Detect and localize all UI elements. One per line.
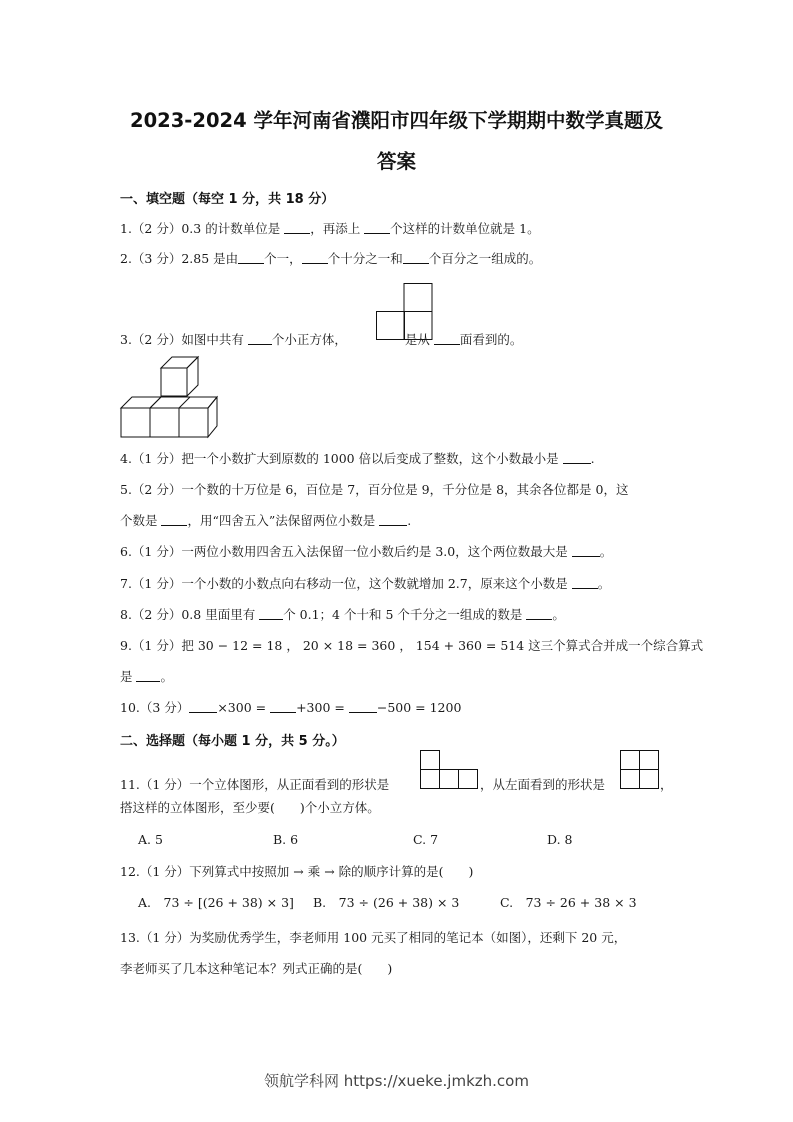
q3-cube-figure <box>120 356 220 440</box>
question-9-line-1: 9.（1 分）把 30 − 12 = 18 ， 20 × 18 = 360 ， 154 + 360 = 514 这三个算式合并成一个综合算式 <box>120 638 704 653</box>
answer-blank <box>526 607 552 620</box>
question-13-line-1: 13.（1 分）为奖励优秀学生，李老师用 100 元买了相同的笔记本（如图），还剩下 20 元， <box>120 930 627 945</box>
answer-blank <box>136 669 160 682</box>
q12-option-a: A. 73 ÷ [(26 + 38) × 3] <box>138 895 294 910</box>
answer-blank <box>379 513 407 526</box>
answer-blank <box>563 451 591 464</box>
title-line-2: 答案 <box>376 150 416 173</box>
answer-blank <box>572 576 598 589</box>
answer-blank <box>161 513 187 526</box>
question-3: 3.（2 分）如图中共有 个小正方体， 是从 面看到的。 <box>120 332 523 347</box>
question-11-line-1: 11.（1 分）一个立体图形，从正面看到的形状是 <box>120 777 390 792</box>
answer-blank <box>270 700 296 713</box>
q11-left-view-figure <box>620 750 660 790</box>
question-12: 12.（1 分）下列算式中按照加 → 乘 → 除的顺序计算的是( ) <box>120 864 474 879</box>
question-11-line-1-b: ，从左面看到的形状是 <box>480 777 606 792</box>
q12-option-c: C. 73 ÷ 26 + 38 × 3 <box>500 895 637 910</box>
answer-blank <box>189 700 217 713</box>
title-line-1: 2023-2024 学年河南省濮阳市四年级下学期期中数学真题及 <box>130 109 663 132</box>
answer-blank <box>364 221 390 234</box>
question-11-line-1-c: ， <box>660 777 673 792</box>
question-6: 6.（1 分）一两位小数用四舍五入法保留一位小数后约是 3.0，这个两位数最大是 。 <box>120 544 613 559</box>
question-5-line-2: 个数是 ，用“四舍五入”法保留两位小数是 . <box>120 513 412 528</box>
answer-blank <box>434 332 460 345</box>
footer-watermark: 领航学科网 https://xueke.jmkzh.com <box>264 1072 529 1090</box>
answer-blank <box>284 221 310 234</box>
q12-option-b: B. 73 ÷ (26 + 38) × 3 <box>313 895 460 910</box>
question-13-line-2: 李老师买了几本这种笔记本？列式正确的是( ) <box>120 961 393 976</box>
answer-blank <box>248 332 272 345</box>
answer-blank <box>403 251 429 264</box>
answer-blank <box>238 251 264 264</box>
answer-blank <box>572 544 600 557</box>
question-10: 10.（3 分） ×300 = +300 = −500 = 1200 <box>120 700 462 715</box>
q11-option-c: C. 7 <box>413 832 439 847</box>
question-2: 2.（3 分）2.85 是由 个一， 个十分之一和 个百分之一组成的。 <box>120 251 542 266</box>
answer-blank <box>259 607 283 620</box>
section-2-heading: 二、选择题（每小题 1 分，共 5 分。） <box>120 734 345 749</box>
q11-option-a: A. 5 <box>138 832 163 847</box>
question-8: 8.（2 分）0.8 里面里有 个 0.1；4 个十和 5 个千分之一组成的数是 。 <box>120 607 565 622</box>
section-1-heading: 一、填空题（每空 1 分，共 18 分） <box>120 192 335 207</box>
question-5-line-1: 5.（2 分）一个数的十万位是 6，百位是 7，百分位是 9，千分位是 8，其余各位都是 0，这 <box>120 482 629 497</box>
q11-option-b: B. 6 <box>273 832 299 847</box>
question-11-line-2: 搭这样的立体图形，至少要( )个小立方体。 <box>120 800 380 815</box>
answer-blank <box>302 251 328 264</box>
question-7: 7.（1 分）一个小数的小数点向右移动一位，这个数就增加 2.7，原来这个小数是 。 <box>120 576 611 591</box>
answer-blank <box>349 700 377 713</box>
question-9-line-2: 是 。 <box>120 669 173 684</box>
q11-front-view-figure <box>420 750 478 790</box>
question-4: 4.（1 分）把一个小数扩大到原数的 1000 倍以后变成了整数，这个小数最小是 . <box>120 451 595 466</box>
question-1: 1.（2 分）0.3 的计数单位是 ，再添上 个这样的计数单位就是 1。 <box>120 221 540 236</box>
q11-option-d: D. 8 <box>547 832 573 847</box>
